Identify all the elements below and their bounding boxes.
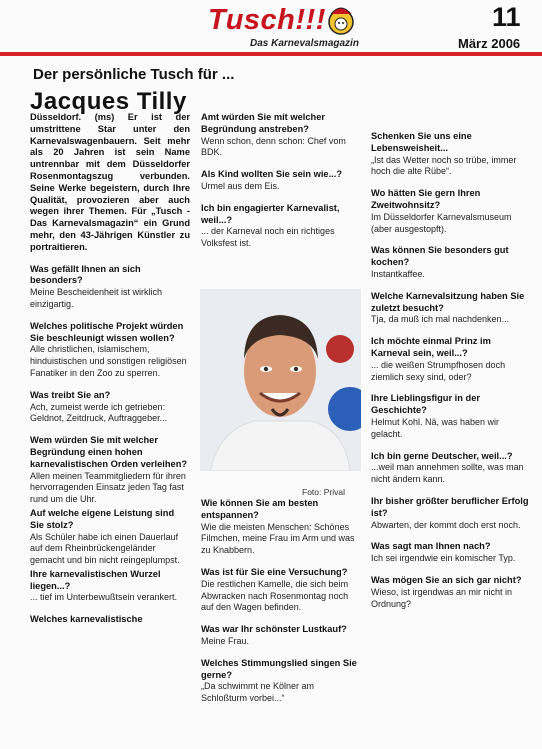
question: Was treibt Sie an? bbox=[30, 389, 111, 400]
answer: Allen meinen Teammitgliedern für ihren hervorragenden Einsatz jeden Tag fast rund um die Uhr. bbox=[30, 470, 186, 505]
qa-item bbox=[201, 203, 361, 250]
question: Ich möchte einmal Prinz im Karneval sein, weil...? bbox=[371, 336, 491, 358]
qa-item bbox=[371, 336, 531, 383]
answer: Wenn schon, denn schon: Chef vom BDK. bbox=[201, 135, 346, 158]
answer: Als Schüler habe ich einen Dauerlauf auf dem Rheinbrückengeländer gemacht und bin nicht reingeplumpst. bbox=[30, 531, 180, 566]
portrait-illustration bbox=[200, 289, 361, 471]
question: Was können Sie besonders gut kochen? bbox=[371, 245, 509, 268]
article-headline: Jacques Tilly bbox=[30, 88, 187, 115]
column-1 bbox=[30, 112, 190, 626]
column-3 bbox=[371, 131, 531, 620]
question: Was ist für Sie eine Versuchung? bbox=[201, 566, 348, 577]
qa-item bbox=[371, 451, 531, 486]
question: Ihre karnevalistischen Wurzel liegen...? bbox=[30, 568, 161, 591]
intro-paragraph: Düsseldorf. (ms) Er ist der umstrittene Star unter den Karnevalswagenbauern. Seit mehr als 20 Jahren ist sein Name untrennbar mit dem Düsseldorfer Rosenmontagszug verbunden. Seine Werke begeistern, durch Ihre Qualität, provozieren aber auch wegen ihrer Themen. Für „Tusch -Das Karnevalsmagazin“ ein Grund mehr, den 43-Jährigen Künstler zu portraitieren. bbox=[30, 112, 190, 252]
answer: ... tief im Unterbewußtsein verankert. bbox=[30, 592, 178, 603]
qa-item bbox=[30, 321, 190, 380]
question: Ich bin gerne Deutscher, weil...? bbox=[371, 450, 513, 461]
question: Wem würden Sie mit welcher Begründung einen hohen karnevalistischen Orden verleihen? bbox=[30, 435, 188, 469]
page-number: 11 bbox=[492, 2, 521, 32]
question: Ihr bisher größter beruflicher Erfolg ist? bbox=[371, 495, 529, 518]
qa-item bbox=[371, 131, 531, 178]
answer: Helmut Kohl. Nä, was haben wir gelacht. bbox=[371, 416, 500, 439]
answer: Ach, zumeist werde ich getrieben: Geldnot, Zeitdruck, Auftraggeber... bbox=[30, 401, 168, 424]
magazine-subtitle: Das Karnevalsmagazin bbox=[250, 38, 359, 49]
qa-item bbox=[30, 508, 190, 567]
question: Ich bin engagierter Karnevalist, weil...? bbox=[201, 202, 340, 225]
issue-date: März 2006 bbox=[458, 36, 521, 51]
qa-item bbox=[371, 393, 531, 440]
answer: Meine Bescheidenheit ist wirklich einzigartig. bbox=[30, 287, 163, 309]
question: Wo hätten Sie gern Ihren Zweitwohnsitz? bbox=[371, 188, 481, 210]
question: Wie können Sie am besten entspannen? bbox=[201, 498, 319, 520]
qa-item bbox=[201, 567, 361, 614]
photo-credit: Foto: Prival bbox=[302, 487, 345, 497]
question: Welches Stimmungslied singen Sie gerne? bbox=[201, 657, 357, 680]
answer: Instantkaffee. bbox=[371, 268, 425, 279]
column-2 bbox=[201, 112, 361, 260]
answer: Im Düsseldorfer Karnevalsmuseum (aber ausgestopft). bbox=[371, 211, 512, 234]
qa-item bbox=[30, 435, 190, 506]
answer: Abwarten, der kommt doch erst noch. bbox=[371, 519, 521, 530]
qa-item bbox=[371, 291, 531, 326]
answer: Die restlichen Kamelle, die sich beim Abwracken nach Rosenmontag noch auf den Wagen befinden. bbox=[201, 578, 349, 613]
jester-mascot-icon bbox=[326, 4, 356, 38]
qa-item bbox=[201, 169, 361, 193]
answer: Tja, da muß ich mal nachdenken... bbox=[371, 314, 510, 325]
magazine-logo-title: Tusch!!! bbox=[208, 4, 326, 36]
portrait-photo bbox=[200, 289, 361, 471]
qa-item bbox=[30, 390, 190, 425]
qa-item bbox=[201, 112, 361, 159]
question: Welches politische Projekt würden Sie beschleunigt wissen wollen? bbox=[30, 320, 184, 343]
question: Auf welche eigene Leistung sind Sie stolz? bbox=[30, 507, 175, 530]
column-2-lower bbox=[201, 498, 361, 715]
answer: ... der Karneval noch ein richtiges Volksfest ist. bbox=[201, 226, 335, 249]
question: Was gefällt Ihnen an sich besonders? bbox=[30, 263, 141, 286]
header-rule bbox=[0, 52, 542, 56]
question: Was sagt man Ihnen nach? bbox=[371, 541, 491, 552]
magazine-header bbox=[0, 0, 542, 62]
answer: Wie die meisten Menschen: Schönes Filmchen, meine Frau im Arm und was zu Knabbern. bbox=[201, 521, 355, 556]
question: Was mögen Sie an sich gar nicht? bbox=[371, 574, 522, 585]
answer: „Ist das Wetter noch so trübe, immer hoch die alte Rübe“. bbox=[371, 154, 517, 177]
qa-item bbox=[371, 496, 531, 531]
qa-item bbox=[371, 188, 531, 235]
question: Was war Ihr schönster Lustkauf? bbox=[201, 624, 347, 635]
qa-item bbox=[201, 624, 361, 648]
answer: ...weil man annehmen sollte, was man nicht ändern kann. bbox=[371, 462, 524, 485]
qa-item bbox=[371, 245, 531, 280]
answer: „Da schwimmt ne Kölner am Schloßturm vorbei...“ bbox=[201, 681, 315, 704]
answer: Ich sei irgendwie ein komischer Typ. bbox=[371, 553, 516, 564]
answer: Urmel aus dem Eis. bbox=[201, 180, 280, 191]
qa-item bbox=[201, 658, 361, 705]
question-continued: Welches karnevalistische bbox=[30, 614, 143, 625]
qa-item bbox=[201, 498, 361, 557]
article-kicker: Der persönliche Tusch für ... bbox=[33, 66, 235, 83]
question: Welche Karnevalsitzung haben Sie zuletzt besucht? bbox=[371, 290, 525, 313]
question: Amt würden Sie mit welcher Begründung anstreben? bbox=[201, 112, 325, 134]
qa-item bbox=[30, 569, 190, 604]
question: Schenken Sie uns eine Lebensweisheit... bbox=[371, 131, 472, 153]
qa-item bbox=[30, 264, 190, 311]
qa-item bbox=[371, 541, 531, 565]
answer: Alle christlichen, islamischem, hinduistischen und sonstigen religiösen Fanatiker in den Zoo zu sperren. bbox=[30, 344, 187, 378]
question: Ihre Lieblingsfigur in der Geschichte? bbox=[371, 393, 480, 416]
qa-item bbox=[371, 575, 531, 610]
question: Als Kind wollten Sie sein wie...? bbox=[201, 169, 343, 180]
answer: Meine Frau. bbox=[201, 635, 250, 646]
answer: ... die weißen Strumpfhosen doch ziemlich sexy sind, oder? bbox=[371, 359, 506, 382]
answer: Wieso, ist irgendwas an mir nicht in Ordnung? bbox=[371, 586, 513, 609]
